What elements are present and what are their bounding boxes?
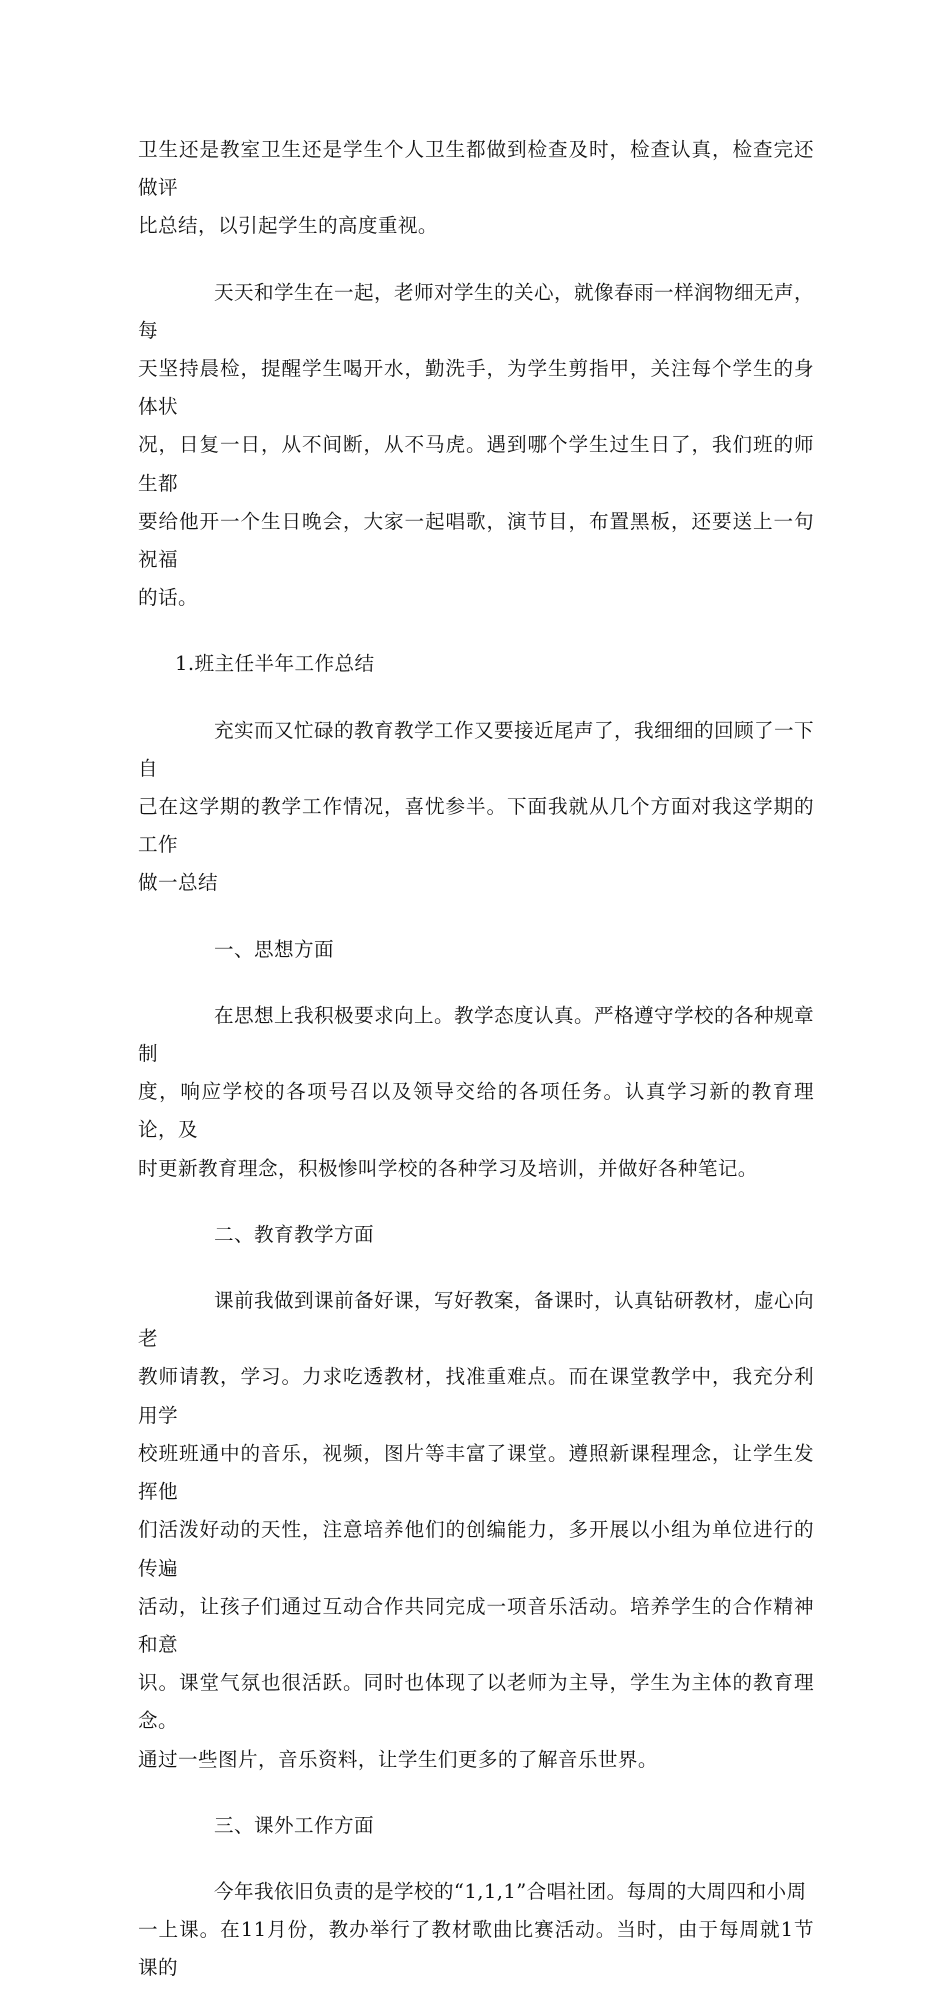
- heading-text: 二、教育教学方面: [214, 1222, 374, 1246]
- heading-text: 一、思想方面: [214, 937, 334, 961]
- heading-text: 三、课外工作方面: [214, 1813, 374, 1837]
- text-line: 充实而又忙碌的教育教学工作又要接近尾声了，我细细的回顾了一下自: [138, 718, 814, 780]
- text-line: 天坚持晨检，提醒学生喝开水，勤洗手，为学生剪指甲，关注每个学生的身体状: [138, 357, 814, 419]
- text-line: 一上课。在11月份，教办举行了教材歌曲比赛活动。当时，由于每周就1节课的: [138, 1918, 814, 1980]
- text-line: 做一总结: [138, 871, 218, 895]
- document-page: [138, 131, 814, 2016]
- text-line: 教师请教，学习。力求吃透教材，找准重难点。而在课堂教学中，我充分利用学: [138, 1365, 814, 1427]
- section-title-summary: [138, 645, 814, 683]
- heading-extracurricular: [138, 1807, 814, 1845]
- paragraph-hygiene-continuation: [138, 131, 814, 246]
- text-line: 的话。: [138, 586, 198, 610]
- text-line: 卫生还是教室卫生还是学生个人卫生都做到检查及时，检查认真，检查完还做评: [138, 138, 814, 200]
- section-title-text: 1.班主任半年工作总结: [175, 652, 375, 676]
- text-line: 况，日复一日，从不间断，从不马虎。遇到哪个学生过生日了，我们班的师生都: [138, 433, 814, 495]
- text-line: 活动，让孩子们通过互动合作共同完成一项音乐活动。培养学生的合作精神和意: [138, 1594, 814, 1656]
- paragraph-intro: [138, 712, 814, 903]
- text-line: 课前我做到课前备好课，写好教案，备课时，认真钻研教材，虚心向老: [138, 1289, 814, 1351]
- paragraph-daily-care: [138, 274, 814, 618]
- text-line: 要给他开一个生日晚会，大家一起唱歌，演节目，布置黑板，还要送上一句祝福: [138, 509, 814, 572]
- text-line: 度，响应学校的各项号召以及领导交给的各项任务。认真学习新的教育理论，及: [138, 1080, 814, 1142]
- paragraph-ideology: [138, 997, 814, 1188]
- text-line: 比总结，以引起学生的高度重视。: [138, 214, 438, 238]
- heading-ideology: [138, 931, 814, 969]
- text-line: 通过一些图片，音乐资料，让学生们更多的了解音乐世界。: [138, 1747, 658, 1771]
- heading-teaching: [138, 1216, 814, 1254]
- text-line: 识。课堂气氛也很活跃。同时也体现了以老师为主导，学生为主体的教育理念。: [138, 1671, 814, 1733]
- text-line: 时更新教育理念，积极惨叫学校的各种学习及培训，并做好各种笔记。: [138, 1156, 758, 1180]
- text-line: 今年我依旧负责的是学校的“1,1,1”合唱社团。每周的大周四和小周: [214, 1879, 807, 1903]
- text-line: 校班班通中的音乐，视频，图片等丰富了课堂。遵照新课程理念，让学生发挥他: [138, 1441, 814, 1504]
- text-line: 己在这学期的教学工作情况，喜忧参半。下面我就从几个方面对我这学期的工作: [138, 795, 814, 857]
- paragraph-extracurricular: [138, 1873, 814, 1988]
- paragraph-teaching: [138, 1282, 814, 1779]
- text-line: 天天和学生在一起，老师对学生的关心，就像春雨一样润物细无声，每: [138, 280, 814, 342]
- text-line: 在思想上我积极要求向上。教学态度认真。严格遵守学校的各种规章制: [138, 1003, 814, 1066]
- text-line: 们活泼好动的天性，注意培养他们的创编能力，多开展以小组为单位进行的传遍: [138, 1518, 814, 1580]
